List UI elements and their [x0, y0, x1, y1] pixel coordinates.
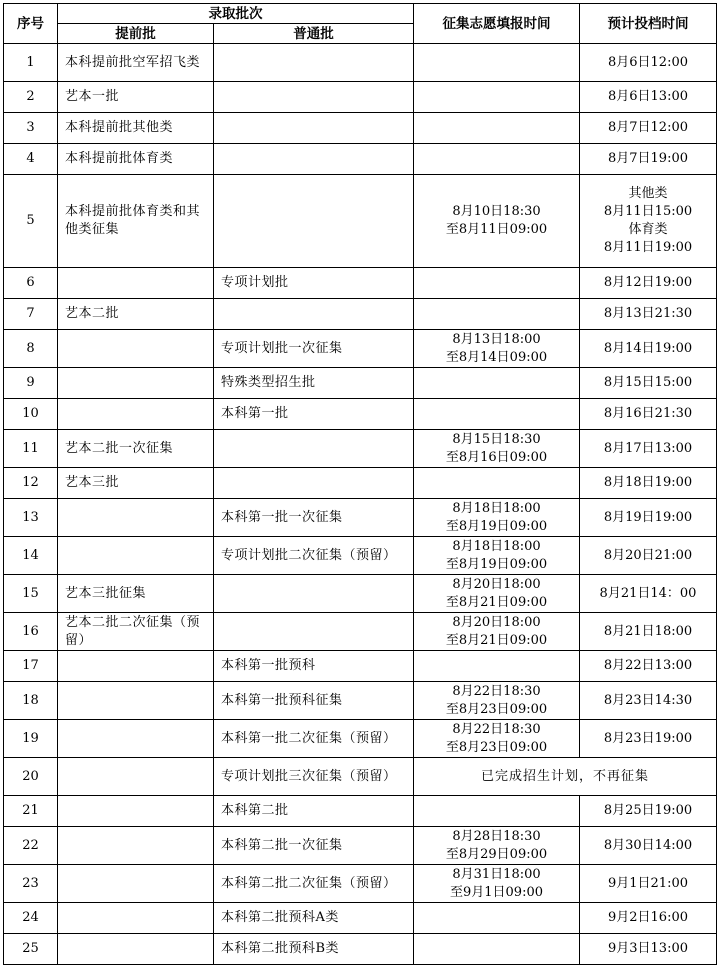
seq-cell: 15	[4, 575, 58, 613]
submit-time-cell-line: 8月23日19:00	[603, 730, 693, 746]
submit-time-cell-line: 8月19日19:00	[603, 509, 693, 525]
submit-time-cell-line: 8月16日21:30	[603, 406, 693, 421]
submit-time-cell-line: 8月15日15:00	[603, 375, 693, 390]
table-row	[4, 575, 717, 613]
early-batch-cell	[58, 268, 214, 299]
submit-time-cell	[580, 827, 717, 865]
fill-time-cell-line: 至8月16日09:00	[445, 449, 548, 465]
submit-time-cell	[580, 399, 717, 430]
seq-cell: 9	[4, 368, 58, 399]
submit-time-cell	[580, 82, 717, 113]
fill-time-cell-line: 至8月14日09:00	[445, 349, 548, 365]
fill-time-cell-line: 至8月23日09:00	[445, 739, 548, 755]
fill-time-cell	[414, 175, 580, 268]
early-batch-cell: 艺本三批	[58, 468, 214, 499]
table-row	[4, 430, 717, 468]
seq-cell: 21	[4, 796, 58, 827]
normal-batch-cell: 本科第一批预科	[214, 651, 414, 682]
table-row	[4, 758, 717, 796]
submit-time-cell	[580, 175, 717, 268]
early-batch-cell: 本科提前批其他类	[58, 113, 214, 144]
seq-cell: 16	[4, 613, 58, 651]
fill-time-cell-line: 8月20日18:00	[452, 614, 541, 630]
fill-time-cell	[414, 113, 580, 144]
header-early-batch: 提前批	[58, 24, 214, 44]
normal-batch-cell: 本科第二批一次征集	[214, 827, 414, 865]
table-row	[4, 44, 717, 82]
submit-time-cell	[580, 44, 717, 82]
normal-batch-cell: 本科第二批预科B类	[214, 934, 414, 965]
early-batch-cell: 艺本二批二次征集（预留）	[58, 613, 214, 651]
fill-time-cell	[414, 330, 580, 368]
normal-batch-cell: 本科第二批	[214, 796, 414, 827]
submit-time-cell-line: 8月18日19:00	[603, 475, 693, 490]
seq-cell: 11	[4, 430, 58, 468]
submit-time-cell-line: 8月14日19:00	[603, 340, 693, 356]
normal-batch-cell: 专项计划批一次征集	[214, 330, 414, 368]
table-row	[4, 299, 717, 330]
submit-time-cell	[580, 575, 717, 613]
table-row	[4, 113, 717, 144]
seq-cell: 2	[4, 82, 58, 113]
table-row	[4, 175, 717, 268]
submit-time-cell-line: 8月17日13:00	[603, 440, 693, 456]
early-batch-cell: 艺本三批征集	[58, 575, 214, 613]
table-body	[4, 44, 717, 965]
submit-time-cell	[580, 903, 717, 934]
table-row	[4, 903, 717, 934]
normal-batch-cell	[214, 430, 414, 468]
fill-time-cell-line: 8月28日18:30	[452, 828, 541, 844]
submit-time-cell	[580, 368, 717, 399]
fill-time-cell-line: 8月18日18:00	[452, 538, 541, 554]
normal-batch-cell	[214, 44, 414, 82]
table-row	[4, 268, 717, 299]
seq-cell: 8	[4, 330, 58, 368]
fill-time-cell	[414, 865, 580, 903]
header-normal-batch: 普通批	[214, 24, 414, 44]
fill-time-cell-line: 至8月23日09:00	[445, 701, 548, 717]
submit-time-cell	[580, 299, 717, 330]
early-batch-cell	[58, 499, 214, 537]
fill-time-cell	[414, 537, 580, 575]
submit-time-cell	[580, 796, 717, 827]
early-batch-cell	[58, 903, 214, 934]
table-row	[4, 468, 717, 499]
table-row	[4, 720, 717, 758]
seq-cell: 10	[4, 399, 58, 430]
submit-time-cell-line: 8月11日19:00	[603, 240, 693, 255]
submit-time-cell	[580, 430, 717, 468]
submit-time-cell	[580, 268, 717, 299]
fill-time-cell	[414, 468, 580, 499]
submit-time-cell	[580, 613, 717, 651]
seq-cell: 25	[4, 934, 58, 965]
fill-time-cell	[414, 934, 580, 965]
submit-time-cell-line: 8月12日19:00	[603, 275, 693, 290]
fill-time-cell	[414, 720, 580, 758]
submit-time-cell-line: 8月11日15:00	[603, 204, 693, 219]
submit-time-cell-line: 8月21日14：00	[599, 585, 697, 601]
submit-time-cell	[580, 651, 717, 682]
normal-batch-cell	[214, 299, 414, 330]
submit-time-cell	[580, 865, 717, 903]
early-batch-cell	[58, 537, 214, 575]
table-row	[4, 613, 717, 651]
early-batch-cell: 本科提前批体育类和其他类征集	[58, 175, 214, 268]
fill-time-cell	[414, 44, 580, 82]
submit-time-cell	[580, 934, 717, 965]
submit-time-cell	[580, 499, 717, 537]
submit-time-cell	[580, 720, 717, 758]
submit-time-cell	[580, 468, 717, 499]
normal-batch-cell: 专项计划批三次征集（预留）	[214, 758, 414, 796]
seq-cell: 22	[4, 827, 58, 865]
submit-time-cell-line: 体育类	[628, 222, 668, 237]
seq-cell: 14	[4, 537, 58, 575]
normal-batch-cell	[214, 82, 414, 113]
submit-time-cell-line: 8月13日21:30	[603, 306, 693, 321]
submit-time-cell	[580, 330, 717, 368]
table-row	[4, 651, 717, 682]
fill-time-cell	[414, 144, 580, 175]
early-batch-cell	[58, 865, 214, 903]
normal-batch-cell	[214, 113, 414, 144]
fill-time-cell	[414, 613, 580, 651]
seq-cell: 12	[4, 468, 58, 499]
fill-time-cell-line: 至8月19日09:00	[445, 518, 548, 534]
fill-time-cell-line: 8月10日18:30	[452, 204, 541, 219]
fill-time-cell-line: 8月18日18:00	[452, 500, 541, 516]
table-row	[4, 537, 717, 575]
submit-time-cell	[580, 144, 717, 175]
seq-cell: 18	[4, 682, 58, 720]
header-seq: 序号	[4, 4, 58, 44]
fill-time-cell-line: 8月22日18:30	[452, 721, 541, 737]
fill-time-cell	[414, 827, 580, 865]
submit-time-cell-line: 9月3日13:00	[607, 941, 688, 956]
seq-cell: 5	[4, 175, 58, 268]
table-row	[4, 827, 717, 865]
normal-batch-cell	[214, 575, 414, 613]
seq-cell: 6	[4, 268, 58, 299]
submit-time-cell	[580, 113, 717, 144]
submit-time-cell-line: 8月20日21:00	[603, 547, 693, 563]
fill-time-cell	[414, 651, 580, 682]
fill-time-cell-line: 至8月19日09:00	[445, 556, 548, 572]
fill-time-cell-line: 8月31日18:00	[452, 866, 541, 882]
submit-time-cell	[580, 537, 717, 575]
submit-time-cell-line: 8月7日12:00	[607, 120, 688, 135]
fill-time-cell	[414, 299, 580, 330]
table-row	[4, 865, 717, 903]
table-row	[4, 499, 717, 537]
early-batch-cell	[58, 651, 214, 682]
early-batch-cell: 本科提前批体育类	[58, 144, 214, 175]
table-row	[4, 399, 717, 430]
admission-schedule-table	[3, 3, 717, 965]
normal-batch-cell: 特殊类型招生批	[214, 368, 414, 399]
fill-time-cell-line: 8月22日18:30	[452, 683, 541, 699]
submit-time-cell-line: 其他类	[628, 186, 668, 201]
normal-batch-cell: 本科第一批	[214, 399, 414, 430]
fill-time-cell	[414, 575, 580, 613]
normal-batch-cell	[214, 175, 414, 268]
table-row	[4, 796, 717, 827]
normal-batch-cell: 本科第二批二次征集（预留）	[214, 865, 414, 903]
table-row	[4, 682, 717, 720]
fill-time-cell	[414, 430, 580, 468]
submit-time-cell-line: 8月21日18:00	[603, 623, 693, 639]
early-batch-cell	[58, 682, 214, 720]
fill-time-cell-line: 至8月21日09:00	[445, 594, 548, 610]
normal-batch-cell: 本科第一批二次征集（预留）	[214, 720, 414, 758]
early-batch-cell	[58, 330, 214, 368]
fill-time-cell	[414, 796, 580, 827]
submit-time-cell-line: 8月30日14:00	[603, 837, 693, 853]
seq-cell: 13	[4, 499, 58, 537]
submit-time-cell-line: 8月6日13:00	[607, 89, 688, 104]
seq-cell: 23	[4, 865, 58, 903]
seq-cell: 7	[4, 299, 58, 330]
header-row	[4, 4, 717, 24]
submit-time-cell	[580, 682, 717, 720]
fill-time-cell-line: 8月20日18:00	[452, 576, 541, 592]
fill-time-cell-line: 至9月1日09:00	[449, 884, 543, 900]
early-batch-cell	[58, 399, 214, 430]
fill-time-cell	[414, 903, 580, 934]
seq-cell: 20	[4, 758, 58, 796]
fill-time-cell	[414, 682, 580, 720]
submit-time-cell-line: 9月1日21:00	[607, 875, 688, 891]
fill-time-cell	[414, 82, 580, 113]
normal-batch-cell: 专项计划批二次征集（预留）	[214, 537, 414, 575]
early-batch-cell: 艺本二批一次征集	[58, 430, 214, 468]
normal-batch-cell	[214, 613, 414, 651]
submit-time-cell-line: 8月6日12:00	[607, 54, 688, 70]
early-batch-cell	[58, 796, 214, 827]
fill-time-cell-line: 8月13日18:00	[452, 331, 541, 347]
normal-batch-cell	[214, 144, 414, 175]
submit-time-cell-line: 9月2日16:00	[607, 910, 688, 925]
table-row	[4, 144, 717, 175]
table-row	[4, 330, 717, 368]
fill-time-cell	[414, 368, 580, 399]
early-batch-cell	[58, 934, 214, 965]
header-fill-time: 征集志愿填报时间	[414, 4, 580, 44]
normal-batch-cell: 专项计划批	[214, 268, 414, 299]
header-submit-time: 预计投档时间	[580, 4, 717, 44]
seq-cell: 4	[4, 144, 58, 175]
fill-time-cell	[414, 268, 580, 299]
seq-cell: 24	[4, 903, 58, 934]
seq-cell: 17	[4, 651, 58, 682]
early-batch-cell: 艺本一批	[58, 82, 214, 113]
fill-time-cell-line: 8月15日18:30	[452, 431, 541, 447]
submit-time-cell-line: 8月25日19:00	[603, 803, 693, 818]
table-row	[4, 368, 717, 399]
early-batch-cell: 本科提前批空军招飞类	[58, 44, 214, 82]
normal-batch-cell: 本科第一批预科征集	[214, 682, 414, 720]
table-row	[4, 934, 717, 965]
normal-batch-cell: 本科第二批预科A类	[214, 903, 414, 934]
fill-time-cell-line: 至8月21日09:00	[445, 632, 548, 648]
no-collection-note: 已完成招生计划，不再征集	[414, 758, 717, 796]
fill-time-cell-line: 至8月11日09:00	[445, 222, 548, 237]
fill-time-cell-line: 至8月29日09:00	[445, 846, 548, 862]
early-batch-cell	[58, 720, 214, 758]
early-batch-cell	[58, 827, 214, 865]
seq-cell: 1	[4, 44, 58, 82]
normal-batch-cell	[214, 468, 414, 499]
submit-time-cell-line: 8月22日13:00	[603, 658, 693, 673]
early-batch-cell	[58, 368, 214, 399]
seq-cell: 19	[4, 720, 58, 758]
submit-time-cell-line: 8月23日14:30	[603, 692, 693, 708]
early-batch-cell: 艺本二批	[58, 299, 214, 330]
early-batch-cell	[58, 758, 214, 796]
fill-time-cell	[414, 499, 580, 537]
header-batch: 录取批次	[58, 4, 414, 24]
normal-batch-cell: 本科第一批一次征集	[214, 499, 414, 537]
fill-time-cell	[414, 399, 580, 430]
submit-time-cell-line: 8月7日19:00	[607, 151, 688, 166]
table-row	[4, 82, 717, 113]
seq-cell: 3	[4, 113, 58, 144]
